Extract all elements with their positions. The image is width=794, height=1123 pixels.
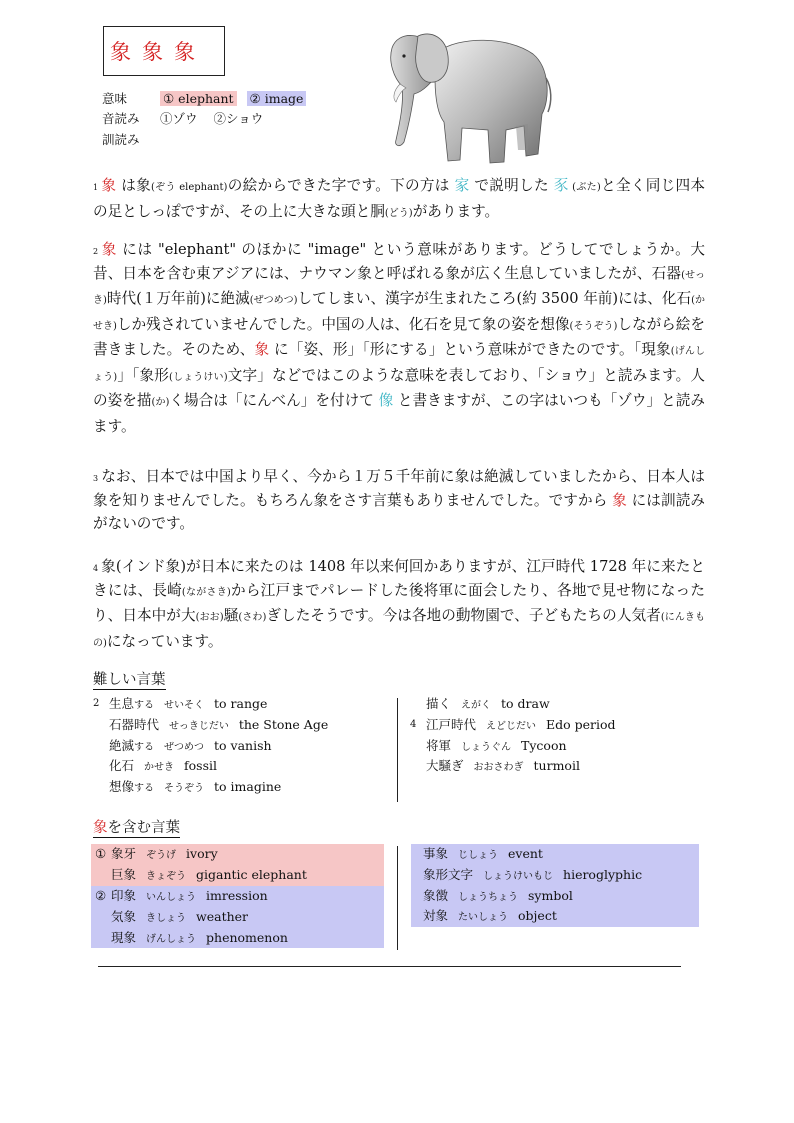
reading: (さわ) bbox=[238, 612, 267, 623]
vocab-suru: する bbox=[134, 700, 155, 711]
kunyomi-label: 訓読み bbox=[102, 132, 140, 147]
para-number: 2 bbox=[93, 247, 99, 256]
compound-english: phenomenon bbox=[206, 929, 288, 945]
vocab-suru: する bbox=[134, 783, 155, 795]
vocab-english: turmoil bbox=[533, 758, 580, 774]
meaning-row bbox=[102, 90, 306, 108]
vocab-suru: する bbox=[134, 741, 155, 753]
text: には "elephant" のほかに "image" という意味があります。どうしてでしょうか。大昔、日本を含む東アジアには、ナウマン象と呼ばれる象が広く生息していましたが、石器 bbox=[93, 241, 705, 282]
vocab-reading: おおさわぎ bbox=[473, 762, 524, 774]
vocab-word: 絶滅 bbox=[109, 737, 135, 753]
compound-row bbox=[91, 907, 384, 928]
compound-row bbox=[91, 844, 384, 865]
compound-reading: きしょう bbox=[146, 912, 187, 924]
vocab-word: 石器時代 bbox=[109, 716, 160, 732]
vocab-word: 江戸時代 bbox=[426, 716, 477, 732]
compound-row bbox=[411, 844, 699, 865]
vocab-reading: えどじだい bbox=[486, 720, 537, 732]
kanji-style-2: 象 bbox=[142, 40, 164, 64]
vocab-reading: ぜつめつ bbox=[164, 741, 205, 753]
compound-word: 事象 bbox=[423, 846, 449, 861]
compound-reading: たいしょう bbox=[458, 912, 509, 924]
compound-row bbox=[91, 865, 384, 886]
vocab-row bbox=[410, 694, 616, 715]
paragraph-2 bbox=[93, 238, 705, 438]
vocab-word: 描く bbox=[426, 696, 452, 711]
compound-english: symbol bbox=[528, 887, 573, 903]
meaning-image: ② image bbox=[247, 91, 307, 106]
text: しながら絵を書きました。そのため、 bbox=[93, 315, 705, 358]
reading: (か) bbox=[151, 397, 170, 408]
compound-english: gigantic elephant bbox=[196, 866, 307, 882]
para-number: 3 bbox=[93, 474, 99, 483]
compound-group-1 bbox=[91, 844, 384, 886]
vocab-reading: せっきじだい bbox=[169, 720, 229, 732]
vocab-word: 想像 bbox=[109, 779, 135, 795]
onyomi-shou: ②ショウ bbox=[213, 111, 264, 126]
text: と書きますが、この字はいつも「ゾウ」と読みます。 bbox=[93, 392, 705, 435]
paragraph-4 bbox=[93, 555, 705, 655]
compound-word: 現象 bbox=[111, 929, 137, 945]
reading: (おお) bbox=[195, 612, 224, 623]
paragraph-1 bbox=[93, 174, 705, 225]
vocab-word: 大騒ぎ bbox=[426, 758, 464, 774]
kanji-link-ie: 家 bbox=[454, 177, 470, 194]
compound-reading: じしょう bbox=[458, 850, 499, 861]
compound-word: 気象 bbox=[111, 908, 137, 924]
heading-text: を含む言葉 bbox=[107, 820, 180, 836]
vocab-english: fossil bbox=[184, 758, 217, 774]
text: 象(インド象)が日本に来たのは 1408 年以来何回かありますが、江戸時代 1728 年に来たときには、長崎 bbox=[93, 558, 705, 599]
vocab-reading: しょうぐん bbox=[461, 741, 512, 753]
vocab-reading: えがく bbox=[461, 700, 492, 711]
vocab-english: to vanish bbox=[214, 737, 272, 753]
difficult-words-right bbox=[410, 694, 616, 777]
vocab-row bbox=[410, 715, 616, 736]
kanji-link-buta: 豕 bbox=[553, 177, 569, 194]
para-number: 1 bbox=[93, 183, 99, 192]
compound-english: ivory bbox=[186, 846, 218, 861]
text: に「姿、形」「形にする」という意味ができたのです。「現象 bbox=[269, 341, 671, 358]
reading: (せっき) bbox=[93, 269, 706, 306]
compound-row bbox=[91, 928, 384, 949]
vocab-word: 化石 bbox=[109, 758, 135, 774]
kanji-link-zou: 像 bbox=[378, 392, 394, 409]
text: から江戸までパレードした後将軍に面会したり、各地で見せ物になったり、日本中が大 bbox=[93, 581, 705, 624]
reading: (げんしょう) bbox=[93, 346, 706, 383]
compound-reading: ぞうげ bbox=[146, 850, 177, 861]
reading: (かせき) bbox=[93, 295, 705, 332]
text: 文字」などではこのような意味を表しており、「ショウ」と読みます。人の姿を描 bbox=[93, 366, 706, 409]
meaning-label: 意味 bbox=[102, 91, 128, 106]
vocab-reading: せいそく bbox=[164, 700, 205, 711]
vocab-word: 生息 bbox=[109, 696, 135, 711]
kanji-inline: 象 bbox=[101, 241, 117, 258]
compound-english: imression bbox=[206, 888, 268, 903]
text: になっています。 bbox=[106, 632, 223, 650]
onyomi-label: 音読み bbox=[102, 111, 140, 126]
vocab-english: Edo period bbox=[546, 716, 616, 732]
compound-reading: いんしょう bbox=[146, 892, 197, 903]
vocab-row bbox=[93, 694, 328, 715]
reading: (そうぞう) bbox=[569, 320, 618, 332]
column-divider bbox=[397, 698, 398, 802]
onyomi-row bbox=[102, 110, 263, 128]
compound-word: 象徴 bbox=[423, 887, 449, 903]
compound-reading: しょうちょう bbox=[458, 891, 519, 903]
paragraph-3 bbox=[93, 465, 705, 536]
text: があります。 bbox=[412, 202, 500, 220]
compound-words-heading bbox=[93, 820, 180, 838]
compound-row bbox=[411, 886, 699, 907]
vocab-english: to draw bbox=[501, 696, 550, 711]
heading-kanji: 象 bbox=[93, 820, 108, 836]
compound-row bbox=[411, 865, 699, 886]
kanji-style-1: 象 bbox=[110, 40, 132, 64]
section-number: 2 bbox=[93, 698, 100, 709]
compound-word: 対象 bbox=[423, 908, 449, 924]
group-marker: ① bbox=[95, 846, 107, 861]
reading: (どう) bbox=[384, 207, 413, 219]
reading: (ぜつめつ) bbox=[249, 295, 298, 306]
compound-english: hieroglyphic bbox=[563, 866, 643, 882]
compound-english: weather bbox=[196, 908, 249, 924]
vocab-english: to imagine bbox=[214, 779, 282, 795]
vocab-reading: かせき bbox=[144, 762, 175, 774]
reading: (にんきもの) bbox=[93, 612, 705, 649]
reading: (ぞう elephant) bbox=[150, 182, 228, 193]
kanji-inline: 象 bbox=[101, 177, 117, 194]
difficult-words-left bbox=[93, 694, 328, 798]
section-number: 4 bbox=[410, 718, 417, 730]
compound-group-2 bbox=[91, 886, 384, 948]
kanji-inline: 象 bbox=[254, 341, 270, 358]
kanji-inline: 象 bbox=[612, 491, 627, 509]
vocab-row bbox=[410, 756, 616, 777]
kanji-style-3: 象 bbox=[174, 40, 196, 64]
text: と全く同じ四本の足としっぽですが、その上に大きな頭と胴 bbox=[93, 177, 705, 220]
text: 騒 bbox=[223, 607, 239, 624]
vocab-reading: そうぞう bbox=[164, 783, 205, 795]
vocab-english: Tycoon bbox=[521, 737, 567, 753]
text: しか残されていませんでした。中国の人は、化石を見て象の姿を想像 bbox=[116, 315, 570, 333]
compound-word: 象形文字 bbox=[423, 866, 474, 882]
compound-word: 象牙 bbox=[111, 846, 137, 861]
elephant-illustration bbox=[378, 22, 556, 170]
compound-word: 巨象 bbox=[111, 866, 137, 882]
compound-row bbox=[411, 906, 699, 927]
kanji-title-box bbox=[103, 26, 225, 76]
text: の絵からできた字です。下の方は bbox=[227, 177, 455, 194]
text: 時代(１万年前)に絶滅 bbox=[106, 290, 250, 307]
text: ぎしたそうです。今は各地の動物園で、子どもたちの人気者 bbox=[266, 607, 661, 624]
text: で説明した bbox=[469, 177, 554, 194]
compound-group-right bbox=[411, 844, 699, 927]
compound-reading: きょぞう bbox=[146, 870, 187, 882]
reading: (しょうけい) bbox=[168, 371, 228, 383]
bottom-rule bbox=[98, 966, 681, 967]
text: く場合は「にんべん」を付けて bbox=[169, 392, 379, 409]
compound-reading: げんしょう bbox=[146, 933, 197, 945]
kunyomi-row bbox=[102, 131, 160, 149]
meaning-elephant: ① elephant bbox=[160, 91, 237, 106]
para-number: 4 bbox=[93, 564, 99, 573]
compound-reading: しょうけいもじ bbox=[483, 870, 554, 882]
vocab-row bbox=[93, 736, 328, 757]
vocab-row bbox=[410, 736, 616, 757]
compound-english: object bbox=[518, 908, 557, 924]
group-marker: ② bbox=[95, 888, 107, 903]
column-divider bbox=[397, 846, 398, 950]
onyomi-zou: ①ゾウ bbox=[160, 111, 198, 126]
text: なお、日本では中国より早く、今から１万５千年前に象は絶滅していましたから、日本人は象を知りませんでした。もちろん象をさす言葉もありませんでした。ですから bbox=[93, 468, 705, 509]
compound-row bbox=[91, 886, 384, 907]
compound-word: 印象 bbox=[111, 888, 137, 903]
text: は象 bbox=[116, 177, 151, 194]
text: してしまい、漢字が生まれたころ(約 3500 年前)には、化石 bbox=[297, 290, 692, 307]
vocab-row bbox=[93, 777, 328, 798]
compound-english: event bbox=[508, 846, 543, 861]
reading: (ながさき) bbox=[181, 586, 231, 598]
vocab-row bbox=[93, 756, 328, 777]
vocab-english: the Stone Age bbox=[238, 716, 329, 732]
vocab-english: to range bbox=[214, 696, 268, 711]
difficult-words-heading: 難しい言葉 bbox=[93, 672, 166, 688]
text: 」「象形 bbox=[117, 366, 169, 384]
vocab-row bbox=[93, 715, 328, 736]
text: には訓読みがないのです。 bbox=[93, 491, 705, 532]
reading: (ぶた) bbox=[568, 182, 601, 193]
vocab-word: 将軍 bbox=[426, 737, 452, 753]
